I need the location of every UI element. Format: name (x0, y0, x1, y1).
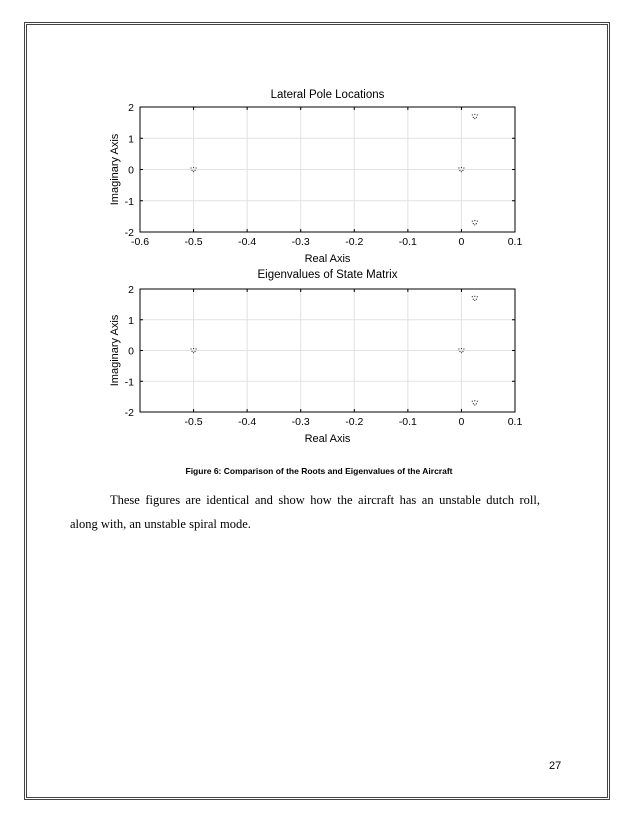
data-point-dot (190, 348, 191, 349)
data-point-dot (458, 167, 459, 168)
y-tick-label: 0 (128, 345, 134, 358)
x-tick-label: -0.4 (238, 236, 257, 248)
data-point-dot (194, 170, 195, 171)
data-point-dot (458, 348, 459, 349)
data-point-dot (461, 348, 462, 349)
x-tick-label: -0.4 (238, 416, 257, 428)
data-point-dot (193, 352, 194, 353)
plot-eigenvalues-state-matrix (109, 269, 522, 445)
data-point (472, 296, 478, 301)
x-tick-label: -0.5 (184, 236, 203, 248)
y-tick-label: -1 (124, 195, 134, 208)
x-tick-label: -0.3 (291, 236, 310, 248)
y-tick-label: 0 (128, 164, 134, 177)
data-point-dot (474, 224, 475, 225)
x-tick-label: 0.1 (507, 416, 523, 428)
y-tick-label: 1 (128, 133, 134, 146)
y-tick-label: 1 (128, 314, 134, 327)
data-point-dot (477, 401, 478, 402)
x-axis-label: Real Axis (304, 253, 351, 265)
data-point-dot (474, 300, 475, 301)
page-number: 27 (549, 760, 562, 772)
plot-lateral-pole-locations (109, 89, 522, 265)
x-tick-label: -0.3 (291, 416, 310, 428)
data-point-dot (474, 118, 475, 119)
data-point-dot (474, 114, 475, 115)
data-point-dot (459, 351, 460, 352)
chart-title: Lateral Pole Locations (270, 89, 385, 101)
data-point-dot (474, 404, 475, 405)
x-tick-label: -0.1 (398, 416, 417, 428)
data-point-dot (477, 221, 478, 222)
data-point-dot (476, 117, 477, 118)
data-point-dot (472, 296, 473, 297)
x-tick-label: 0.1 (507, 236, 523, 248)
data-point-dot (191, 170, 192, 171)
body-paragraph: These figures are identical and show how the aircraft has an unstable dutch roll, along with, an unstable spiral mode. (70, 493, 540, 531)
y-tick-label: -2 (124, 227, 134, 239)
x-tick-label: 0 (458, 236, 465, 248)
data-point (472, 220, 478, 225)
data-point-dot (473, 403, 474, 404)
x-tick-label: -0.5 (184, 416, 203, 428)
data-point-dot (461, 352, 462, 353)
data-point-dot (474, 220, 475, 221)
figure-caption: Figure 6: Comparison of the Roots and Eigenvalues of the Aircraft (185, 466, 453, 476)
data-point-dot (459, 170, 460, 171)
data-point-dot (194, 351, 195, 352)
y-axis-label: Imaginary Axis (109, 314, 121, 387)
data-point-dot (463, 167, 464, 168)
y-tick-label: -1 (124, 376, 134, 389)
x-tick-label: -0.2 (345, 416, 364, 428)
data-point-dot (476, 299, 477, 300)
data-point-dot (476, 403, 477, 404)
x-axis-label: Real Axis (304, 433, 351, 445)
data-point-dot (190, 167, 191, 168)
data-point-dot (477, 296, 478, 297)
data-point-dot (473, 223, 474, 224)
data-point-dot (476, 223, 477, 224)
data-point (472, 400, 478, 405)
data-point-dot (461, 167, 462, 168)
data-point-dot (472, 221, 473, 222)
data-point (472, 114, 478, 119)
data-point-dot (473, 299, 474, 300)
data-point-dot (193, 167, 194, 168)
x-tick-label: -0.1 (398, 236, 417, 248)
x-tick-label: -0.2 (345, 236, 364, 248)
x-tick-label: 0 (458, 416, 465, 428)
data-point-dot (474, 400, 475, 401)
data-point-dot (462, 351, 463, 352)
x-tick-label: -0.6 (130, 236, 150, 248)
chart-title: Eigenvalues of State Matrix (257, 269, 398, 281)
data-point-dot (473, 117, 474, 118)
y-tick-label: -2 (124, 407, 134, 419)
data-point-dot (461, 171, 462, 172)
data-point-dot (193, 171, 194, 172)
y-tick-label: 2 (128, 284, 134, 296)
data-point-dot (472, 114, 473, 115)
data-point-dot (195, 348, 196, 349)
data-point-dot (472, 401, 473, 402)
data-point-dot (191, 351, 192, 352)
y-tick-label: 2 (128, 102, 134, 114)
data-point-dot (193, 348, 194, 349)
data-point-dot (195, 167, 196, 168)
data-point-dot (463, 348, 464, 349)
data-point-dot (474, 296, 475, 297)
data-point-dot (462, 170, 463, 171)
data-point-dot (477, 114, 478, 115)
y-axis-label: Imaginary Axis (109, 133, 121, 206)
